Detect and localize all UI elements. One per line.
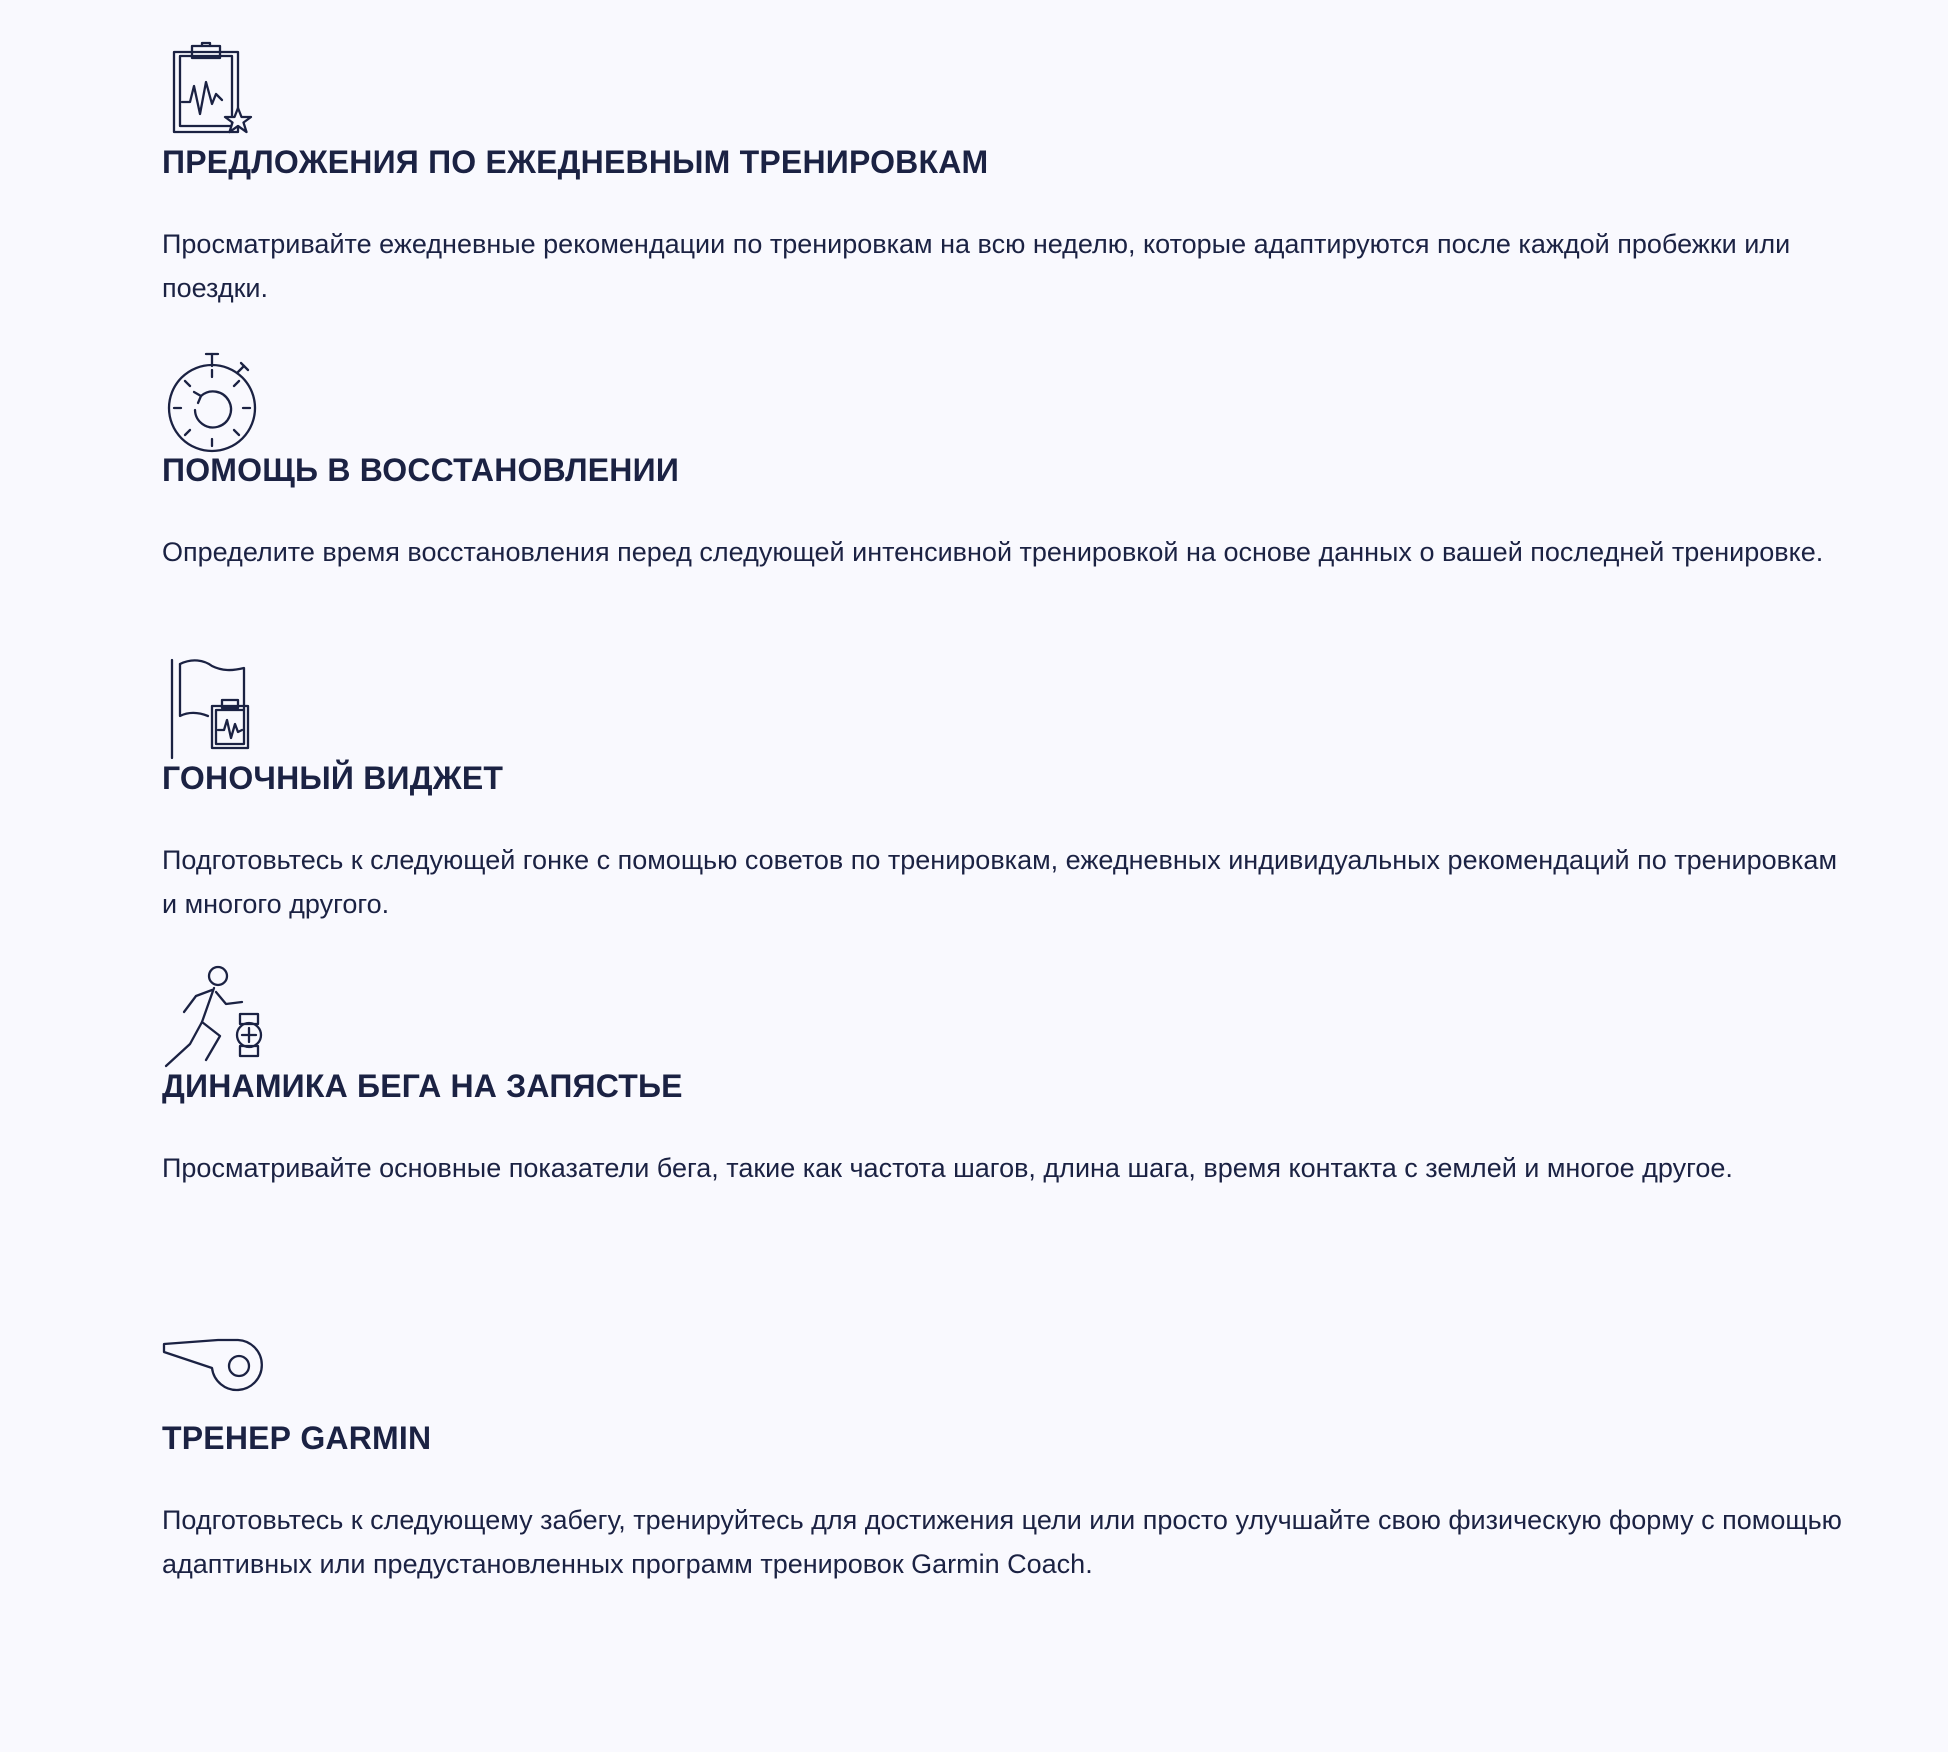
feature-garmin-coach (162, 1318, 1842, 1586)
whistle-icon (162, 1318, 262, 1418)
feature-description: Определите время восстановления перед следующей интенсивной тренировкой на основе данных о вашей последней тренировке. (162, 537, 1824, 567)
feature-title: ДИНАМИКА БЕГА НА ЗАПЯСТЬЕ (162, 1068, 683, 1104)
feature-title: ПРЕДЛОЖЕНИЯ ПО ЕЖЕДНЕВНЫМ ТРЕНИРОВКАМ (162, 144, 989, 180)
feature-title: ГОНОЧНЫЙ ВИДЖЕТ (162, 760, 504, 796)
feature-daily-workout-suggestions (162, 42, 1842, 310)
feature-title: ТРЕНЕР GARMIN (162, 1420, 432, 1456)
feature-title: ПОМОЩЬ В ВОССТАНОВЛЕНИИ (162, 452, 680, 488)
feature-recovery-advisor (162, 350, 1842, 574)
clipboard-activity-star-icon (162, 42, 262, 142)
feature-race-widget (162, 658, 1842, 926)
feature-description: Просматривайте ежедневные рекомендации по тренировкам на всю неделю, которые адаптируются после каждой пробежки или поездки. (162, 229, 1791, 303)
feature-description: Подготовьтесь к следующей гонке с помощью советов по тренировкам, ежедневных индивидуальных рекомендаций по тренировкам и многого другого. (162, 845, 1838, 919)
feature-description: Подготовьтесь к следующему забегу, тренируйтесь для достижения цели или просто улучшайте свою физическую форму с помощью адаптивных или предустановленных программ тренировок Garmin Coach. (162, 1505, 1842, 1579)
feature-description: Просматривайте основные показатели бега, такие как частота шагов, длина шага, время контакта с землей и многое другое. (162, 1153, 1733, 1183)
stopwatch-recovery-icon (162, 350, 262, 450)
flag-clipboard-icon (162, 658, 262, 758)
runner-watch-icon (162, 966, 262, 1066)
feature-wrist-running-dynamics (162, 966, 1842, 1190)
